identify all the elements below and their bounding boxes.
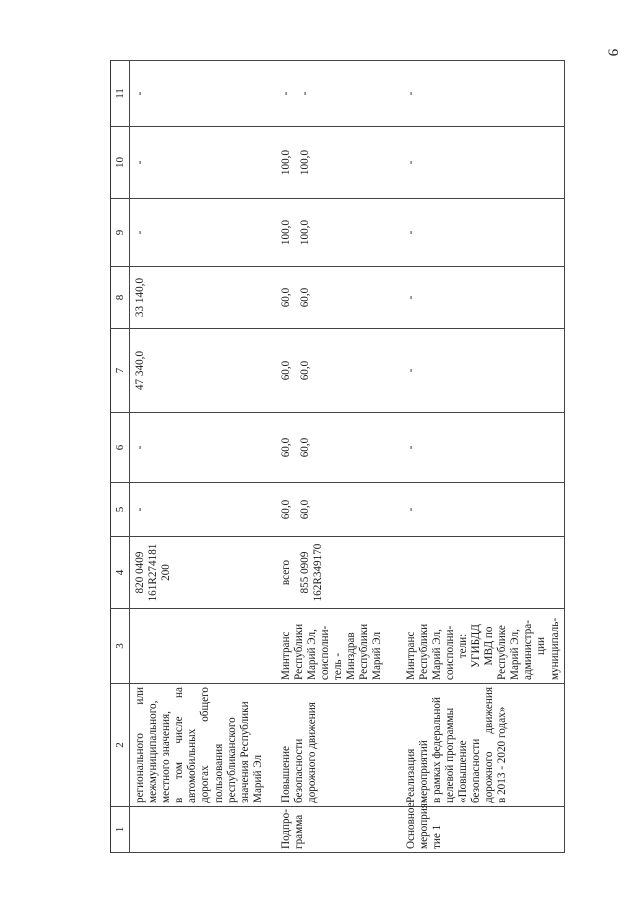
code-line: 200 xyxy=(160,564,173,581)
value-cell xyxy=(401,267,565,329)
activity-name-cell xyxy=(276,684,401,807)
text-line: Минздрав xyxy=(344,632,357,680)
row-type-cell xyxy=(401,799,565,853)
code-line: 161R274181 xyxy=(147,543,160,602)
value: - xyxy=(404,160,417,165)
text-line: тель - xyxy=(331,652,344,680)
value: 33 140,0 xyxy=(134,277,146,318)
text-line: Основное xyxy=(404,802,417,849)
text-line: «Повышение xyxy=(456,740,469,803)
executor-cell xyxy=(130,609,276,684)
text-line: соисполни- xyxy=(443,625,456,680)
value: - xyxy=(404,445,417,450)
text-line: МВД по xyxy=(483,626,496,666)
value-cell xyxy=(276,329,401,413)
column-header: 7 xyxy=(111,329,130,413)
column-header: 6 xyxy=(111,413,130,483)
value: - xyxy=(404,507,417,512)
budget-code-cell xyxy=(130,537,276,609)
text-line: тели: xyxy=(456,633,469,659)
value: 100,0 xyxy=(298,149,311,176)
text-line: Марий Эл, xyxy=(305,629,318,680)
value: 60,0 xyxy=(279,287,292,308)
value-cell xyxy=(276,199,401,267)
text-line: Минтранс xyxy=(279,631,292,680)
value-cell xyxy=(401,61,565,127)
code-line: всего xyxy=(279,559,292,586)
text-line: дорожного движения xyxy=(483,687,496,803)
row-type-cell xyxy=(130,807,276,853)
column-header: 11 xyxy=(111,61,130,127)
text-line: в 2013 - 2020 годах» xyxy=(496,706,509,803)
value-cell xyxy=(401,127,565,199)
budget-code-cell xyxy=(401,537,565,609)
value-cell xyxy=(276,61,401,127)
value: - xyxy=(404,368,417,373)
activity-name-cell xyxy=(401,684,565,807)
text-line: Марий Эл, xyxy=(430,629,443,680)
text-line: Марий Эл xyxy=(371,631,384,680)
code-line: 820 0409 xyxy=(134,551,146,594)
value: - xyxy=(404,295,417,300)
text-line: безопасности xyxy=(292,738,305,803)
activity-name-cell xyxy=(130,684,276,807)
text-line: Реализация xyxy=(404,748,417,803)
table-row xyxy=(276,61,401,853)
value: - xyxy=(134,445,146,450)
value: - xyxy=(298,91,311,96)
value: 60,0 xyxy=(298,499,311,520)
text-line: Подпро- xyxy=(279,809,292,849)
value: 60,0 xyxy=(298,437,311,458)
value: 100,0 xyxy=(279,149,292,176)
value: - xyxy=(404,91,417,96)
value-cell xyxy=(276,127,401,199)
text-line: значения Республики xyxy=(238,701,251,803)
value: - xyxy=(134,507,146,512)
value-cell xyxy=(276,483,401,537)
value: 100,0 xyxy=(279,219,292,246)
value-cell xyxy=(130,483,276,537)
value: - xyxy=(134,91,146,96)
text-line: дорожного движения xyxy=(305,702,318,803)
code-line: 855 0909 xyxy=(298,551,311,594)
text-line: дорогах общего xyxy=(199,687,212,803)
text-line: мероприя- xyxy=(417,799,430,849)
text-line: автомобильных xyxy=(186,728,199,803)
column-header: 4 xyxy=(111,537,130,609)
value: - xyxy=(279,91,292,96)
text-line: Повышение xyxy=(279,746,292,803)
column-header: 2 xyxy=(111,684,130,807)
value-cell xyxy=(130,127,276,199)
value-cell xyxy=(130,413,276,483)
text-line: мероприятий xyxy=(417,740,430,803)
text-line: республиканского xyxy=(225,717,238,803)
text-line: пользования xyxy=(212,743,225,803)
value: - xyxy=(134,160,146,165)
value-cell xyxy=(130,329,276,413)
value-cell xyxy=(130,267,276,329)
text-line: Республики xyxy=(417,623,430,680)
code-line: 162R349170 xyxy=(311,543,324,602)
value-cell xyxy=(401,483,565,537)
value: 60,0 xyxy=(279,437,292,458)
budget-table xyxy=(110,60,565,853)
text-line: в рамках федеральной xyxy=(430,697,443,803)
value: 100,0 xyxy=(298,219,311,246)
value: 60,0 xyxy=(298,360,311,381)
table-row xyxy=(130,61,276,853)
text-line: местного значения, xyxy=(160,711,173,803)
value: 60,0 xyxy=(279,499,292,520)
column-header: 8 xyxy=(111,267,130,329)
text-line: Марий Эл xyxy=(251,754,264,803)
value-cell xyxy=(401,199,565,267)
value-cell xyxy=(276,413,401,483)
text-line: Республики xyxy=(292,623,305,680)
text-line: УГИБДД xyxy=(469,624,482,668)
text-line: регионального или xyxy=(134,687,146,803)
text-line: Минтранс xyxy=(404,631,417,680)
value: - xyxy=(134,230,146,235)
value-cell xyxy=(401,413,565,483)
rotated-table-container xyxy=(110,61,561,853)
text-line: межмуниципального, xyxy=(147,700,160,803)
column-header: 10 xyxy=(111,127,130,199)
text-line: администра- xyxy=(522,620,535,680)
row-type-cell xyxy=(276,807,401,853)
value: 60,0 xyxy=(298,287,311,308)
value-cell xyxy=(130,61,276,127)
executor-cell xyxy=(401,609,565,684)
column-header: 9 xyxy=(111,199,130,267)
value: - xyxy=(404,230,417,235)
text-line: Марий Эл, xyxy=(509,629,522,680)
text-line: безопасности xyxy=(469,738,482,803)
value-cell xyxy=(130,199,276,267)
column-header: 3 xyxy=(111,609,130,684)
column-header: 5 xyxy=(111,483,130,537)
text-line: целевой программы xyxy=(443,707,456,803)
column-header: 1 xyxy=(111,807,130,853)
text-line: Республике xyxy=(496,625,509,680)
page-number: 9 xyxy=(604,48,621,57)
column-number-row xyxy=(111,61,130,853)
value: 47 340,0 xyxy=(134,350,146,391)
text-line: грамма xyxy=(292,814,305,849)
table-row xyxy=(401,61,565,853)
text-line: соисполни- xyxy=(318,625,331,680)
value-cell xyxy=(276,267,401,329)
text-line: Республики xyxy=(358,623,371,680)
value: 60,0 xyxy=(279,360,292,381)
text-line: муниципаль- xyxy=(548,617,561,680)
value-cell xyxy=(401,329,565,413)
text-line: ции xyxy=(535,637,548,655)
text-line: тие 1 xyxy=(430,824,443,849)
executor-cell xyxy=(276,609,401,684)
text-line: в том числе на xyxy=(173,687,186,803)
budget-code-cell xyxy=(276,537,401,609)
